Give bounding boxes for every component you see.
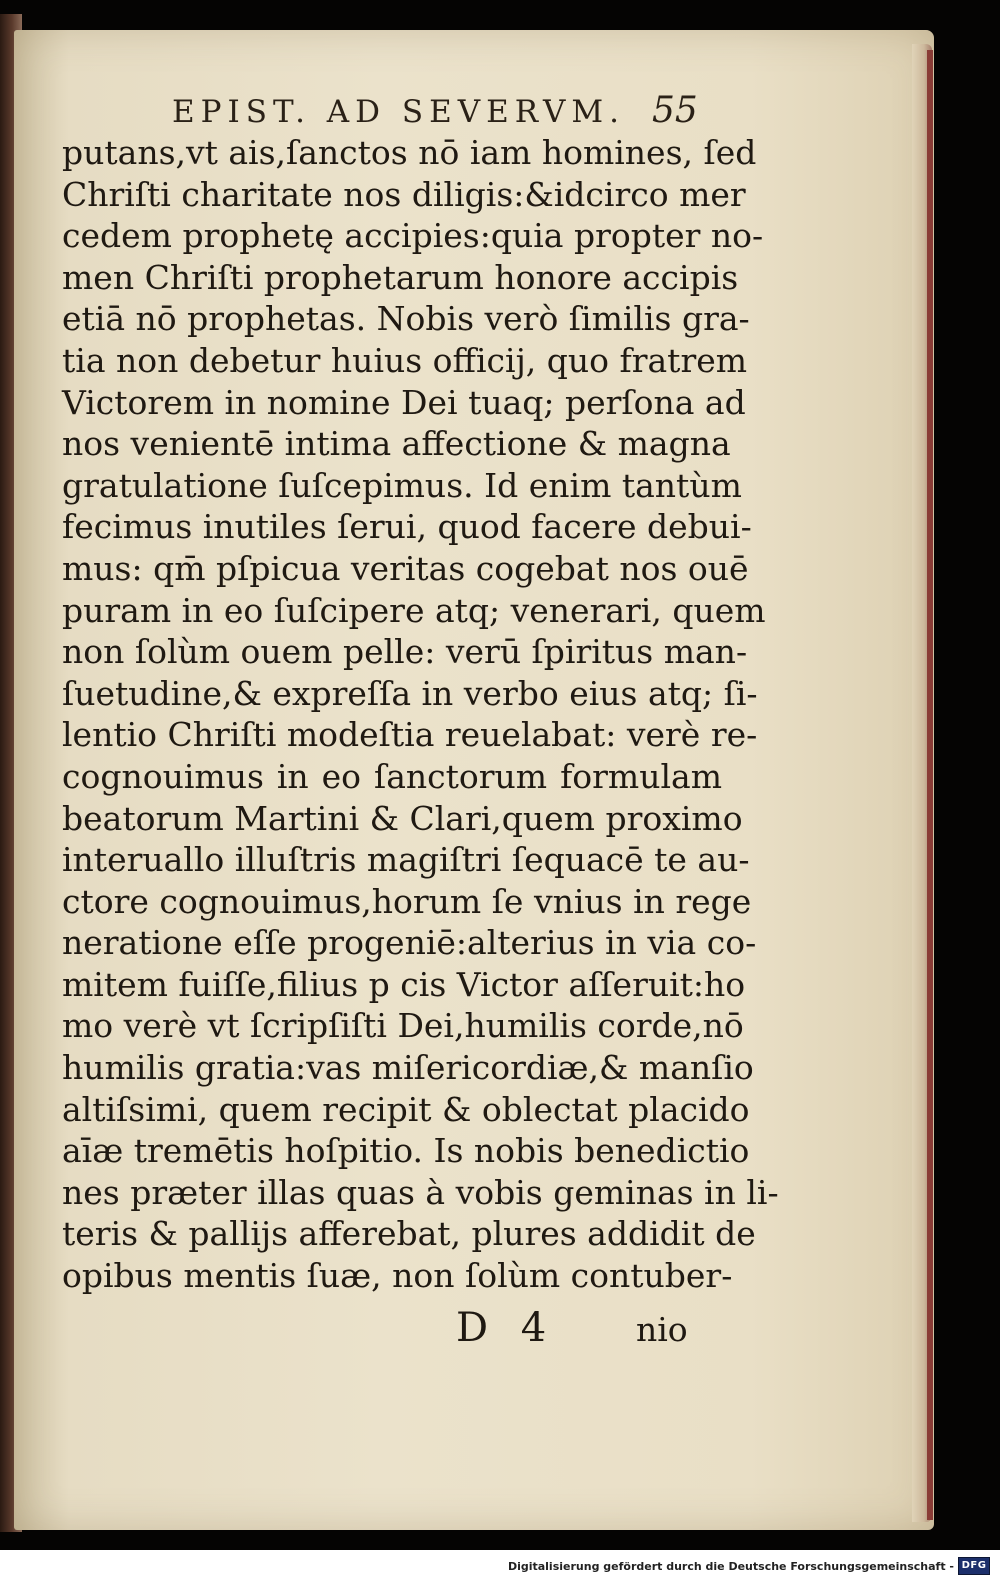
text-line: mus: qm̄ pſpicua veritas cogebat nos ouē — [62, 548, 749, 588]
page-number: 55 — [652, 90, 698, 131]
text-line: men Chriſti prophetarum honore accipis — [62, 257, 739, 297]
signature-mark: D 4 — [456, 1305, 557, 1351]
red-page-edge — [927, 50, 933, 1520]
dfg-logo: DFG — [958, 1557, 990, 1575]
text-block — [62, 132, 779, 1297]
text-line: non ſolùm ouem pelle: verū ſpiritus man- — [62, 632, 748, 672]
text-line: cedem prophetę accipies:quia propter no- — [62, 216, 764, 256]
catchword: nio — [636, 1310, 688, 1349]
text-line: etiā nō prophetas. Nobis verò ſimilis gra- — [62, 299, 750, 339]
text-line: altiſsimi, quem recipit & oblectat placido — [62, 1089, 750, 1129]
text-line: tia non debetur huius officij, quo fratrem — [62, 340, 748, 380]
text-line: nos venientē intima affectione & magna — [62, 424, 731, 464]
text-line: mo verè vt ſcripſiſti Dei,humilis corde,nō — [62, 1006, 744, 1046]
text-line: cognouimus in eo ſanctorum formulam — [62, 756, 722, 796]
text-line: fecimus inutiles ſerui, quod facere debui- — [62, 507, 752, 547]
text-line: opibus mentis ſuæ, non ſolùm contuber- — [62, 1256, 733, 1296]
text-line: interuallo illuſtris magiſtri ſequacē te au- — [62, 840, 750, 880]
text-line: beatorum Martini & Clari,quem proximo — [62, 798, 743, 838]
text-line: mitem fuiſſe,filius p cis Victor aſſeruit:ho — [62, 964, 746, 1004]
text-line: teris & pallijs afferebat, plures addidit de — [62, 1214, 756, 1254]
text-line: putans,vt ais,ſanctos nō iam homines, ſed — [62, 133, 757, 172]
text-line: Victorem in nomine Dei tuaq; perſona ad — [62, 382, 746, 422]
text-line: puram in eo ſuſcipere atq; venerari, quem — [62, 590, 766, 630]
text-line: aīæ tremētis hoſpitio. Is nobis benedictio — [62, 1131, 750, 1171]
text-line: gratulatione ſuſcepimus. Id enim tantùm — [62, 465, 742, 505]
text-line: ſuetudine,& expreſſa in verbo eius atq; ſi- — [62, 673, 758, 713]
text-line: Chriſti charitate nos diligis:&idcirco mer — [62, 174, 746, 214]
text-line: neratione eſſe progeniē:alterius in via co- — [62, 923, 757, 963]
text-line: lentio Chriſti modeſtia reuelabat: verè re- — [62, 715, 758, 755]
funding-credit: Digitalisierung gefördert durch die Deutsche Forschungsgemeinschaft - — [507, 1560, 954, 1573]
text-line: ctore cognouimus,horum ſe vnius in rege — [62, 881, 752, 921]
text-line: humilis gratia:vas miſericordiæ,& manſio — [62, 1048, 754, 1088]
running-head: EPIST. AD SEVERVM. — [172, 94, 625, 130]
text-line: nes præter illas quas à vobis geminas in li- — [62, 1172, 779, 1212]
